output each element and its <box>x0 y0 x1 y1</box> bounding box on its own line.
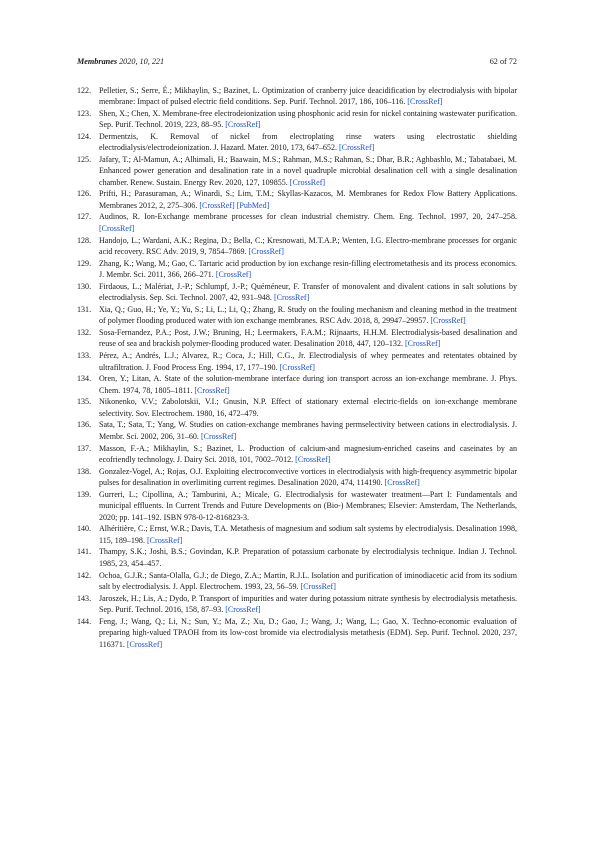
reference-item <box>77 570 517 593</box>
reference-text: Dermentzis, K. Removal of nickel from electroplating rinse waters using electrostatic shielding electrodialysis/electrodeionization. J. Hazard. Mater. 2010, 173, 647–652. <box>99 131 517 153</box>
reference-number: 125. <box>77 154 92 164</box>
reference-item <box>77 304 517 327</box>
reference-text: Firdaous, L.; Malériat, J.-P.; Schlumpf, J.-P.; Quéméneur, F. Transfer of monovalent and divalent cations in salt solutions by electrodialysis. Sep. Sci. Technol. 2007, 42, 931–948. <box>99 281 517 303</box>
reference-text: Feng, J.; Wang, Q.; Li, N.; Sun, Y.; Ma, Z.; Xu, D.; Gao, J.; Wang, J.; Wang, L.; Gao, X. Techno-economic evaluation of preparing high-valued TPAOH from its low-cost bromide via electrodialysis metathesis (EDM). Sep. Purif. Technol. 2020, 237, 116371. <box>99 616 517 649</box>
reference-number: 128. <box>77 235 92 245</box>
reference-item <box>77 327 517 350</box>
reference-text: Gurreri, L.; Cipollina, A.; Tamburini, A.; Micale, G. Electrodialysis for wastewater treatment—Part I: Fundamentals and municipal effluents. In Current Trends and Future Developments on (Bio-) Membranes; Elsevier: Amsterdam, The Netherlands, 2020; pp. 141–192. ISBN 978-0-12-816823-3. <box>99 489 517 522</box>
reference-text: Masson, F.-A.; Mikhaylin, S.; Bazinet, L. Production of calcium-and magnesium-enriched caseins and caseinates by an ecofriendly technology. J. Dairy Sci. 2018, 101, 7002–7012. <box>99 443 517 464</box>
page-header <box>77 57 517 69</box>
reference-item <box>77 489 517 523</box>
reference-text: Shen, X.; Chen, X. Membrane-free electrodeionization using phosphonic acid resin for nickel containing wastewater purification. Sep. Purif. Technol. 2019, 223, 88–95. <box>99 108 517 130</box>
crossref-link[interactable]: [CrossRef] <box>300 581 336 591</box>
reference-item <box>77 85 517 108</box>
reference-item <box>77 443 517 466</box>
reference-text: Sata, T.; Sata, T.; Yang, W. Studies on cation-exchange membranes having permselectivity between cations in electrodialysis. J. Membr. Sci. 2002, 206, 31–60. <box>99 420 517 441</box>
reference-number: 139. <box>77 489 92 499</box>
crossref-link[interactable]: [CrossRef] <box>339 143 375 153</box>
reference-item <box>77 154 517 188</box>
crossref-link[interactable]: [CrossRef] <box>295 454 331 464</box>
reference-number: 135. <box>77 397 92 407</box>
reference-number: 142. <box>77 570 92 580</box>
crossref-link[interactable]: [CrossRef] <box>215 270 252 280</box>
reference-item <box>77 546 517 569</box>
crossref-link[interactable]: [CrossRef] <box>289 177 326 187</box>
reference-text: Pelletier, S.; Serre, É.; Mikhaylin, S.; Bazinet, L. Optimization of cranberry juice deacidification by electrodialysis with bipolar membrane: Impact of pulsed electric field conditions. Sep. Purif. Technol. 2017, 186, 106–116. <box>99 85 517 106</box>
reference-item <box>77 350 517 373</box>
reference-number: 131. <box>77 304 92 314</box>
running-header <box>77 57 164 66</box>
reference-item <box>77 188 517 211</box>
reference-number: 136. <box>77 420 92 430</box>
reference-number: 123. <box>77 108 92 118</box>
reference-item <box>77 396 517 419</box>
crossref-link[interactable]: [CrossRef] <box>200 431 237 441</box>
crossref-link[interactable]: [CrossRef] <box>194 385 230 395</box>
reference-text: Ochoa, G.J.R.; Santa-Olalla, G.J.; de Diego, Z.A.; Martin, R.J.L. Isolation and purification of iminodiacetic acid from its sodium salt by electrodialysis. J. Appl. Electrochem. 1993, 23, 56–59. <box>99 570 517 591</box>
reference-number: 127. <box>77 212 92 222</box>
reference-list <box>77 85 517 651</box>
reference-text: Sosa-Fernandez, P.A.; Post, J.W.; Bruning, H.; Leermakers, F.A.M.; Rijnaarts, H.H.M. Electrodialysis-based desalination and reuse of sea and brackish polymer-flooding produced water. Desalination 2018, 447, 120–132. <box>99 328 517 349</box>
pubmed-link[interactable]: [PubMed] <box>236 200 270 210</box>
reference-number: 143. <box>77 593 92 603</box>
reference-item <box>77 419 517 442</box>
reference-text: Oren, Y.; Litan, A. State of the solution-membrane interface during ion transport across an ion-exchange membrane. J. Phys. Chem. 1974, 78, 1805–1811. <box>99 374 517 395</box>
reference-item <box>77 235 517 258</box>
crossref-link[interactable]: [CrossRef] <box>126 639 163 649</box>
reference-item <box>77 373 517 396</box>
reference-text: Thampy, S.K.; Joshi, B.S.; Govindan, K.P. Preparation of potassium carbonate by electrodialysis technique. Indian J. Technol. 1985, 23, 454–457. <box>99 547 517 568</box>
reference-item <box>77 593 517 616</box>
page-number: 62 of 72 <box>489 57 517 66</box>
reference-text: Alhéritière, C.; Ernst, W.R.; Davis, T.A. Metathesis of magnesium and sodium salt systems by electrodialysis. Desalination 1998, 115, 189–198. <box>99 524 517 545</box>
crossref-link[interactable]: [CrossRef] <box>430 316 466 326</box>
crossref-link[interactable]: [CrossRef] <box>405 339 441 349</box>
reference-number: 134. <box>77 374 92 384</box>
reference-item <box>77 131 517 154</box>
reference-number: 122. <box>77 85 92 95</box>
reference-text: Gonzalez-Vogel, A.; Rojas, O.J. Exploiting electroconvective vortices in electrodialysis with high-frequency asymmetric bipolar pulses for desalination in overlimiting current regimes. Desalination 2020, 474, 114190. <box>99 466 517 488</box>
reference-item <box>77 523 517 546</box>
reference-number: 141. <box>77 547 92 557</box>
reference-number: 138. <box>77 466 92 476</box>
reference-item <box>77 616 517 650</box>
reference-text: Xia, Q.; Guo, H.; Ye, Y.; Yu, S.; Li, L.; Li, Q.; Zhang, R. Study on the fouling mechanism and cleaning method in the treatment of polymer flooding produced water with ion exchange membranes. RSC Adv. 2018, 8, 29947–29957. <box>99 304 517 326</box>
reference-item <box>77 108 517 131</box>
journal-citation: 2020, 10, 221 <box>119 57 165 66</box>
crossref-link[interactable]: [CrossRef] <box>279 362 315 372</box>
crossref-link[interactable]: [CrossRef] <box>225 120 261 130</box>
crossref-link[interactable]: [CrossRef] <box>407 96 443 106</box>
reference-text: Audinos, R. Ion-Exchange membrane processes for clean industrial chemistry. Chem. Eng. Technol. 1997, 20, 247–258. <box>99 212 517 222</box>
crossref-link[interactable]: [CrossRef] <box>225 605 261 615</box>
reference-text: Zhang, K.; Wang, M.; Gao, C. Tartaric acid production by ion exchange resin-filling electrometathesis and its process economics. J. Membr. Sci. 2011, 366, 266–271. <box>99 258 517 280</box>
reference-item <box>77 466 517 489</box>
reference-text: Jafary, T.; Al-Mamun, A.; Alhimali, H.; Baawain, M.S.; Rahman, M.S.; Rahman, S.; Dhar, B.R.; Aghbashlo, M.; Tabatabaei, M. Enhanced power generation and desalination rate in a novel quadruple microbial desalination cell with a single desalination chamber. Renew. Sustain. Energy Rev. 2020, 127, 109855. <box>99 154 517 187</box>
reference-number: 144. <box>77 616 92 626</box>
reference-number: 133. <box>77 351 92 361</box>
reference-text: Pérez, A.; Andrés, L.J.; Alvarez, R.; Coca, J.; Hill, C.G., Jr. Electrodialysis of whey permeates and retentates obtained by ultrafiltration. J. Food Process Eng. 1994, 17, 177–190. <box>99 351 517 372</box>
reference-number: 132. <box>77 328 92 337</box>
crossref-link[interactable]: [CrossRef] <box>273 293 310 303</box>
reference-item <box>77 281 517 304</box>
reference-item <box>77 258 517 281</box>
crossref-link[interactable]: [CrossRef] <box>99 223 135 233</box>
reference-number: 140. <box>77 524 92 534</box>
reference-number: 126. <box>77 189 92 199</box>
reference-number: 137. <box>77 443 92 453</box>
reference-text: Handojo, L.; Wardani, A.K.; Regina, D.; Bella, C.; Kresnowati, M.T.A.P.; Wenten, I.G. Electro-membrane processes for organic acid recovery. RSC Adv. 2019, 9, 7854–7869. <box>99 235 517 256</box>
crossref-link[interactable]: [CrossRef] <box>147 535 183 545</box>
reference-number: 124. <box>77 131 92 141</box>
crossref-link[interactable]: [CrossRef] <box>384 478 420 488</box>
reference-number: 130. <box>77 281 92 291</box>
reference-number: 129. <box>77 258 92 268</box>
reference-item <box>77 211 517 234</box>
reference-text: Nikonenko, V.V.; Zabolotskii, V.I.; Gnusin, N.P. Effect of stationary external electric-fields on ion-exchange membrane selectivity. Sov. Electrochem. 1980, 16, 472–479. <box>99 397 517 418</box>
journal-name: Membranes <box>77 57 118 66</box>
reference-text: Prifti, H.; Parasuraman, A.; Winardi, S.; Lim, T.M.; Skyllas-Kazacos, M. Membranes for Redox Flow Battery Applications. Membranes 2012, 2, 275–306. <box>99 189 517 210</box>
reference-text: Jaroszek, H.; Lis, A.; Dydo, P. Transport of impurities and water during potassium nitrate synthesis by electrodialysis metathesis. Sep. Purif. Technol. 2016, 158, 87–93. <box>99 593 517 615</box>
crossref-link[interactable]: [CrossRef] <box>248 246 284 256</box>
crossref-link[interactable]: [CrossRef] <box>199 200 235 210</box>
